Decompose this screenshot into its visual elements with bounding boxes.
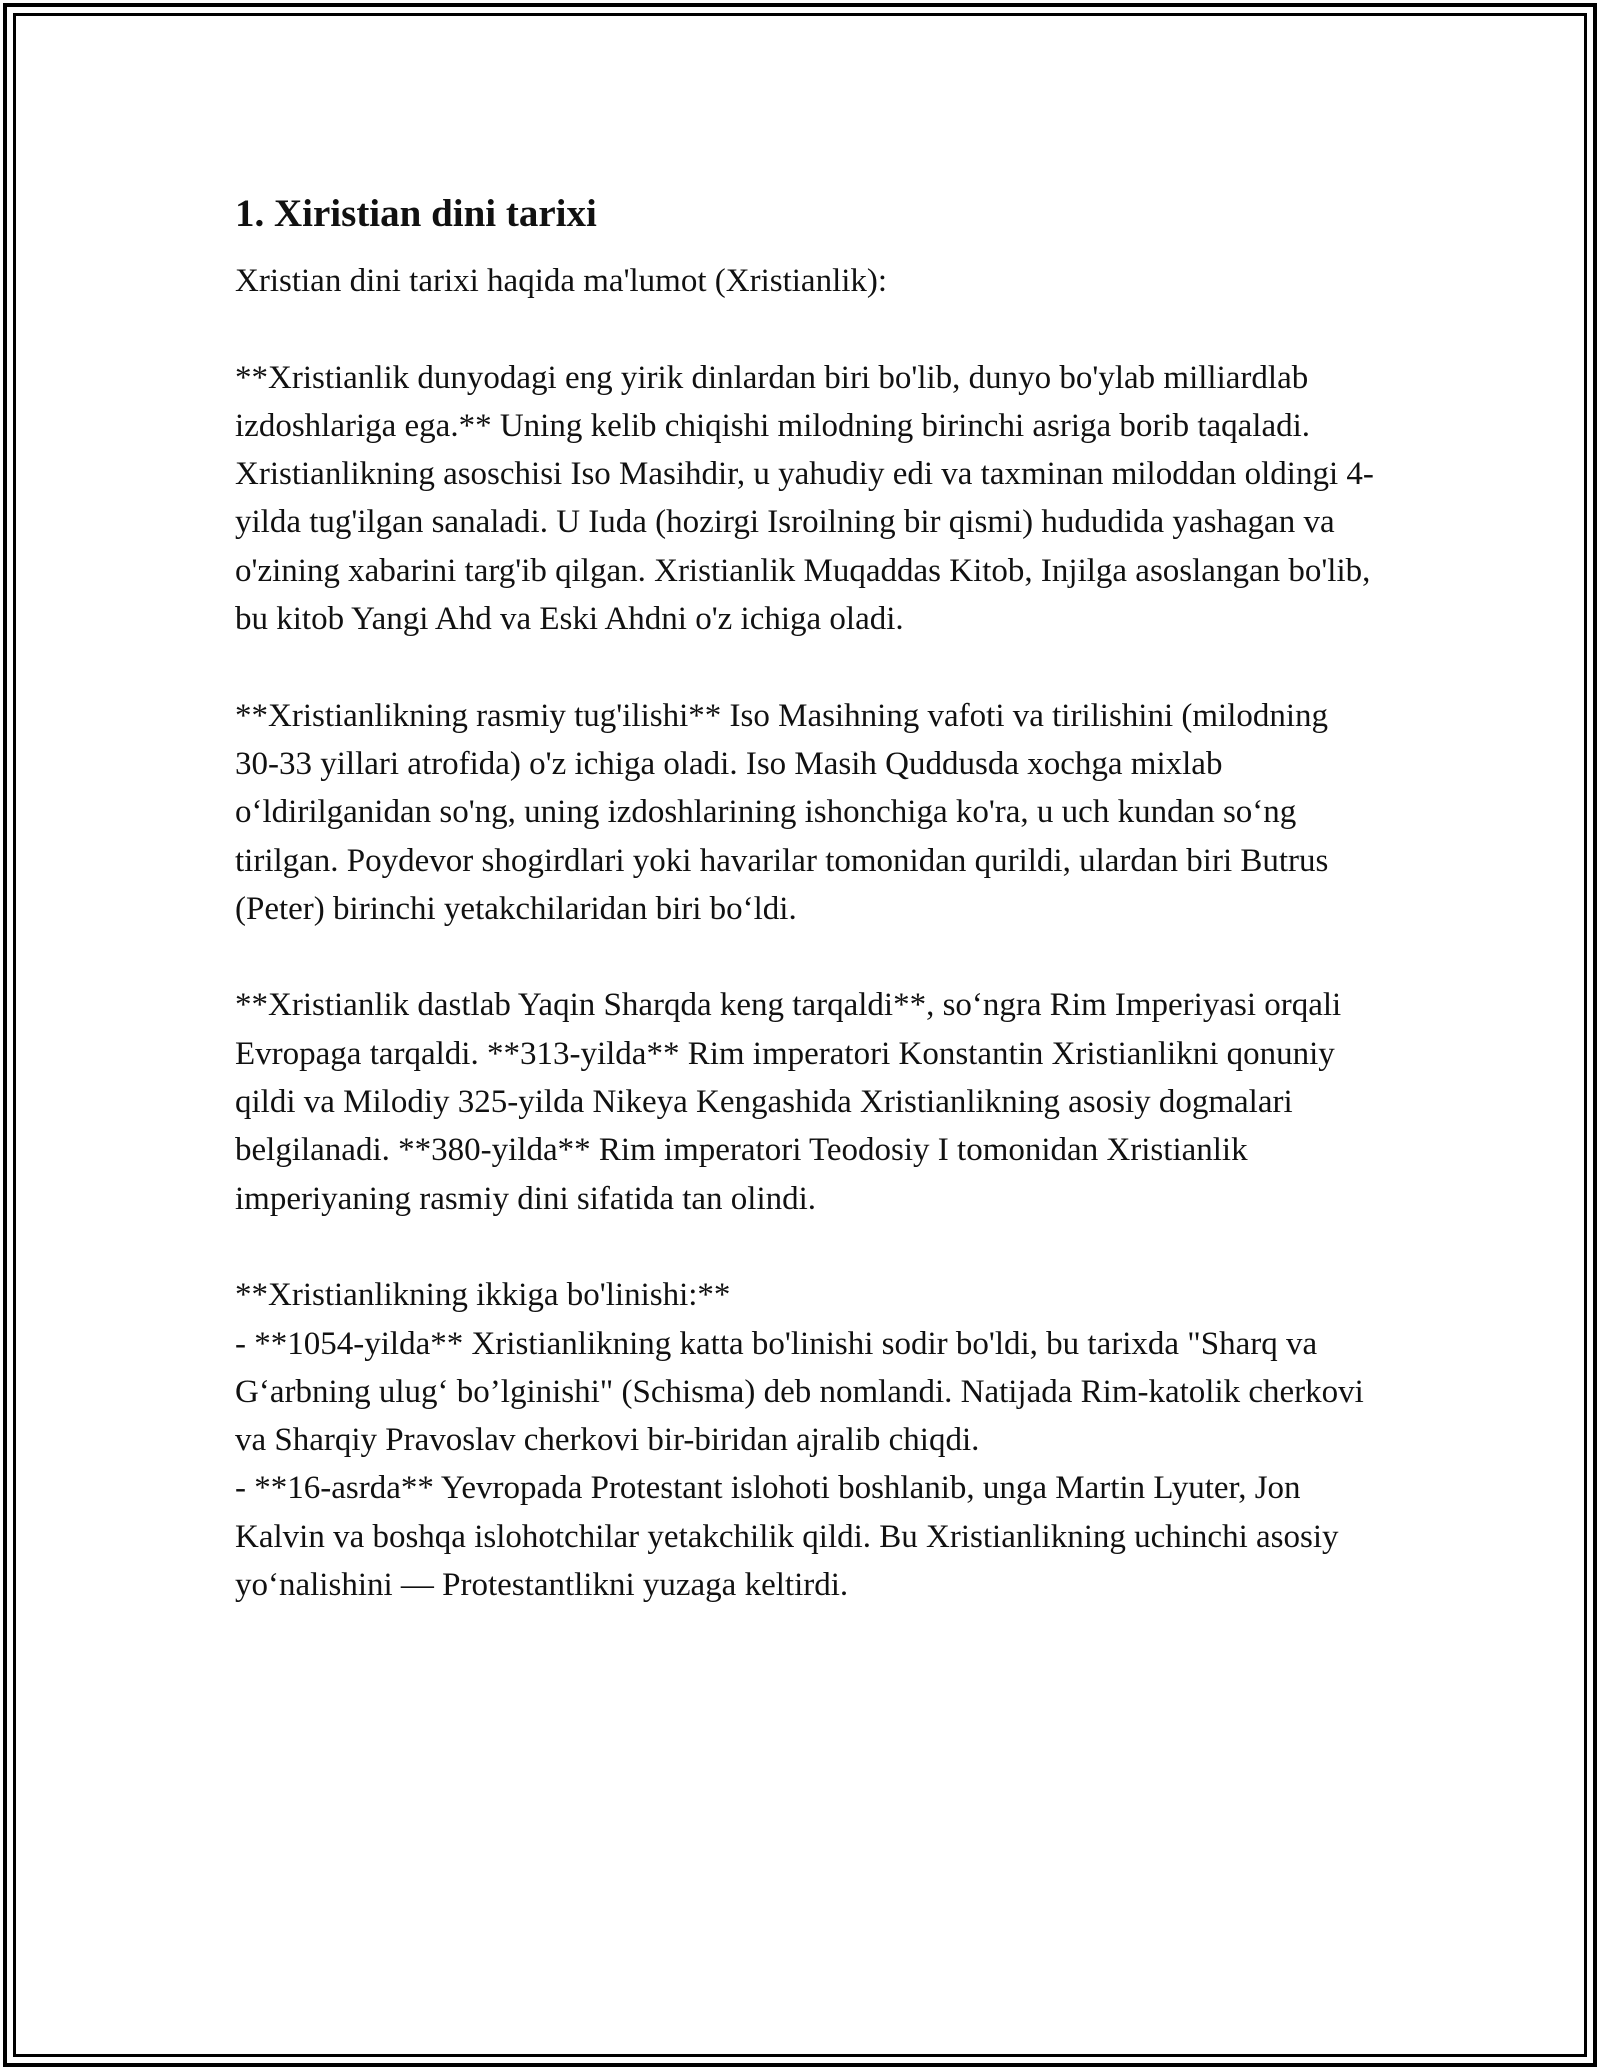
division-item-1054: - **1054-yilda** Xristianlikning katta bo'linishi sodir bo'ldi, bu tarixda "Sharq va G‘arbning ulug‘ bo’lginishi" (Schisma) deb nomlandi. Natijada Rim-katolik cherkovi va Sharqiy Pravoslav cherkovi bir-biridan ajralib chiqdi. — [235, 1325, 1364, 1459]
document-body — [235, 185, 1375, 1658]
paragraph-origins: **Xristianlik dunyodagi eng yirik dinlardan biri bo'lib, dunyo bo'ylab milliardlab izdoshlariga ega.** Uning kelib chiqishi milodning birinchi asriga borib taqaladi. Xristianlikning asoschisi Iso Masihdir, u yahudiy edi va taxminan miloddan oldingi 4-yilda tug'ilgan sanaladi. U Iuda (hozirgi Isroilning bir qismi) hududida yashagan va o'zining xabarini targ'ib qilgan. Xristianlik Muqaddas Kitob, Injilga asoslangan bo'lib, bu kitob Yangi Ahd va Eski Ahdni o'z ichiga oladi. — [235, 359, 1374, 638]
division-heading: **Xristianlikning ikkiga bo'linishi:** — [235, 1277, 731, 1314]
division-section — [235, 1271, 1375, 1609]
intro-paragraph: Xristian dini tarixi haqida ma'lumot (Xristianlik): — [235, 263, 888, 299]
division-item-16th-century: - **16-asrda** Yevropada Protestant islohoti boshlanib, unga Martin Lyuter, Jon Kalvin va boshqa islohotchilar yetakchilik qildi. Bu Xristianlikning uchinchi asosiy yo‘nalishini — Protestantlikni yuzaga keltirdi. — [235, 1470, 1339, 1604]
paragraph-official-birth: **Xristianlikning rasmiy tug'ilishi** Iso Masihning vafoti va tirilishini (milodning 30-33 yillari atrofida) o'z ichiga oladi. Iso Masih Quddusda xochga mixlab o‘ldirilganidan so'ng, uning izdoshlarining ishonchiga ko'ra, u uch kundan so‘ng tirilgan. Poydevor shogirdlari yoki havarilar tomonidan qurildi, ulardan biri Butrus (Peter) birinchi yetakchilaridan biri bo‘ldi. — [235, 697, 1329, 927]
document-title: 1. Xiristian dini tarixi — [235, 192, 597, 235]
paragraph-spread: **Xristianlik dastlab Yaqin Sharqda keng tarqaldi**, so‘ngra Rim Imperiyasi orqali Evropaga tarqaldi. **313-yilda** Rim imperatori Konstantin Xristianlikni qonuniy qildi va Milodiy 325-yilda Nikeya Kengashida Xristianlikning asosiy dogmalari belgilanadi. **380-yilda** Rim imperatori Teodosiy I tomonidan Xristianlik imperiyaning rasmiy dini sifatida tan olindi. — [235, 987, 1342, 1217]
